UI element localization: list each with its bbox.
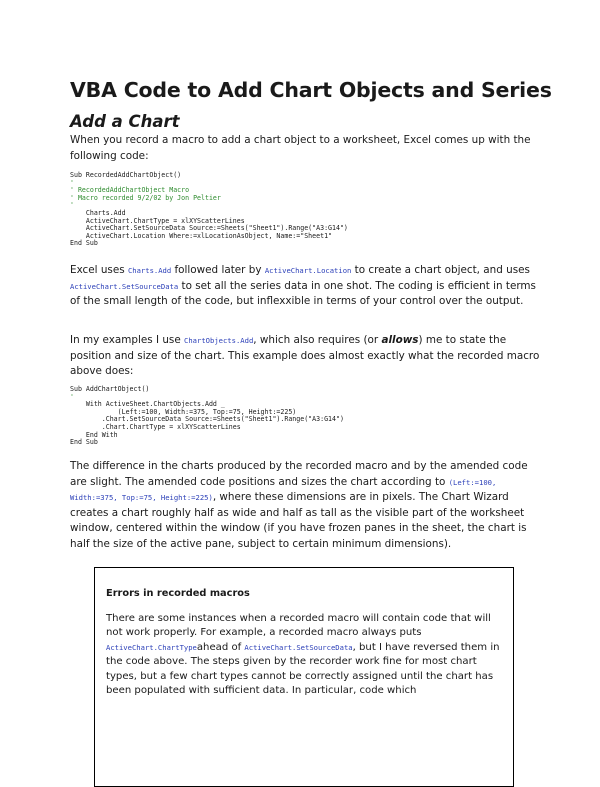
code-line: End With (70, 430, 118, 439)
code-line: Charts.Add (70, 208, 126, 217)
code-line: ActiveChart.SetSourceData Source:=Sheets("Sheet1").Range("A3:G14") (70, 224, 348, 233)
code-line: End Sub (70, 239, 98, 248)
code-line: ActiveChart.Location Where:=xlLocationAsObject, Name:="Sheet1" (70, 231, 333, 240)
errors-callout-box (94, 567, 514, 787)
inline-code: ActiveChart.SetSourceData (70, 281, 179, 291)
paragraph-chartobjects-add: In my examples I use ChartObjects.Add, which also requires (or allows) me to state the position and size of the chart. This example does almost exactly what the recorded macro above does: (70, 334, 540, 378)
code-comment-line: ' Macro recorded 9/2/02 by Jon Peltier (70, 193, 221, 202)
code-line: (Left:=100, Width:=375, Top:=75, Height:=225) (70, 407, 297, 416)
code-line: End Sub (70, 438, 98, 447)
callout-title: Errors in recorded macros (106, 588, 250, 599)
page-title: VBA Code to Add Chart Objects and Series (70, 78, 552, 102)
code-line: .Chart.SetSourceData Source:=Sheets("Sheet1").Range("A3:G14") (70, 415, 344, 424)
code-comment-line: ' (70, 392, 74, 401)
inline-code: ActiveChart.ChartType (106, 642, 197, 652)
inline-code: Charts.Add (127, 266, 172, 275)
code-line: With ActiveSheet.ChartObjects.Add _ (70, 400, 225, 409)
code-block-recorded (70, 172, 348, 248)
code-comment-line: ' RecordedAddChartObject Macro (70, 186, 190, 195)
inline-code: ActiveChart.SetSourceData (244, 642, 353, 652)
code-line: Sub AddChartObject() (70, 385, 150, 393)
callout-text: There are some instances when a recorded macro will contain code that will not work properly. For example, a recorded macro always puts ActiveChart.ChartTypeahead of ActiveChart.SetSourceData, but I have reversed them in the code above. The steps given by the recorder work fine for most chart types, but a few chart types cannot be correctly assigned until the chart has been populated with sufficient data. In particular, code which (106, 613, 500, 697)
inline-code: ChartObjects.Add (184, 336, 254, 345)
inline-code: ActiveChart.Location (264, 266, 352, 275)
code-line: ActiveChart.ChartType = xlXYScatterLines (70, 216, 245, 225)
code-comment-line: ' (70, 178, 74, 187)
intro-paragraph: When you record a macro to add a chart object to a worksheet, Excel comes up with the following code: (70, 134, 531, 162)
emphasis: allows (381, 334, 419, 346)
paragraph-difference: The difference in the charts produced by the recorded macro and by the amended code are slight. The amended code positions and sizes the chart according to (Left:=100, Width:=375, Top:=75, Height:=225), where these dimensions are in pixels. The Chart Wizard creates a chart roughly half as wide and half as tall as the visible part of the worksheet window, centered within the window (if you have frozen panes in the sheet, the chart is half the size of the active pane, subject to certain minimum dimensions). (70, 460, 528, 550)
paragraph-charts-add: Excel uses Charts.Add followed later by ActiveChart.Location to create a chart object, and uses ActiveChart.SetSourceData to set all the series data in one shot. The coding is efficient in terms of the small length of the code, but inflexxible in terms of your control over the output. (70, 264, 536, 308)
inline-code: (Left:=100, Width:=375, Top:=75, Height:=225) (70, 477, 497, 503)
code-comment-line: ' (70, 201, 74, 210)
code-line: .Chart.ChartType = xlXYScatterLines (70, 422, 241, 431)
code-block-amended (70, 386, 344, 447)
section-heading: Add a Chart (70, 112, 180, 131)
code-line: Sub RecordedAddChartObject() (70, 171, 182, 179)
